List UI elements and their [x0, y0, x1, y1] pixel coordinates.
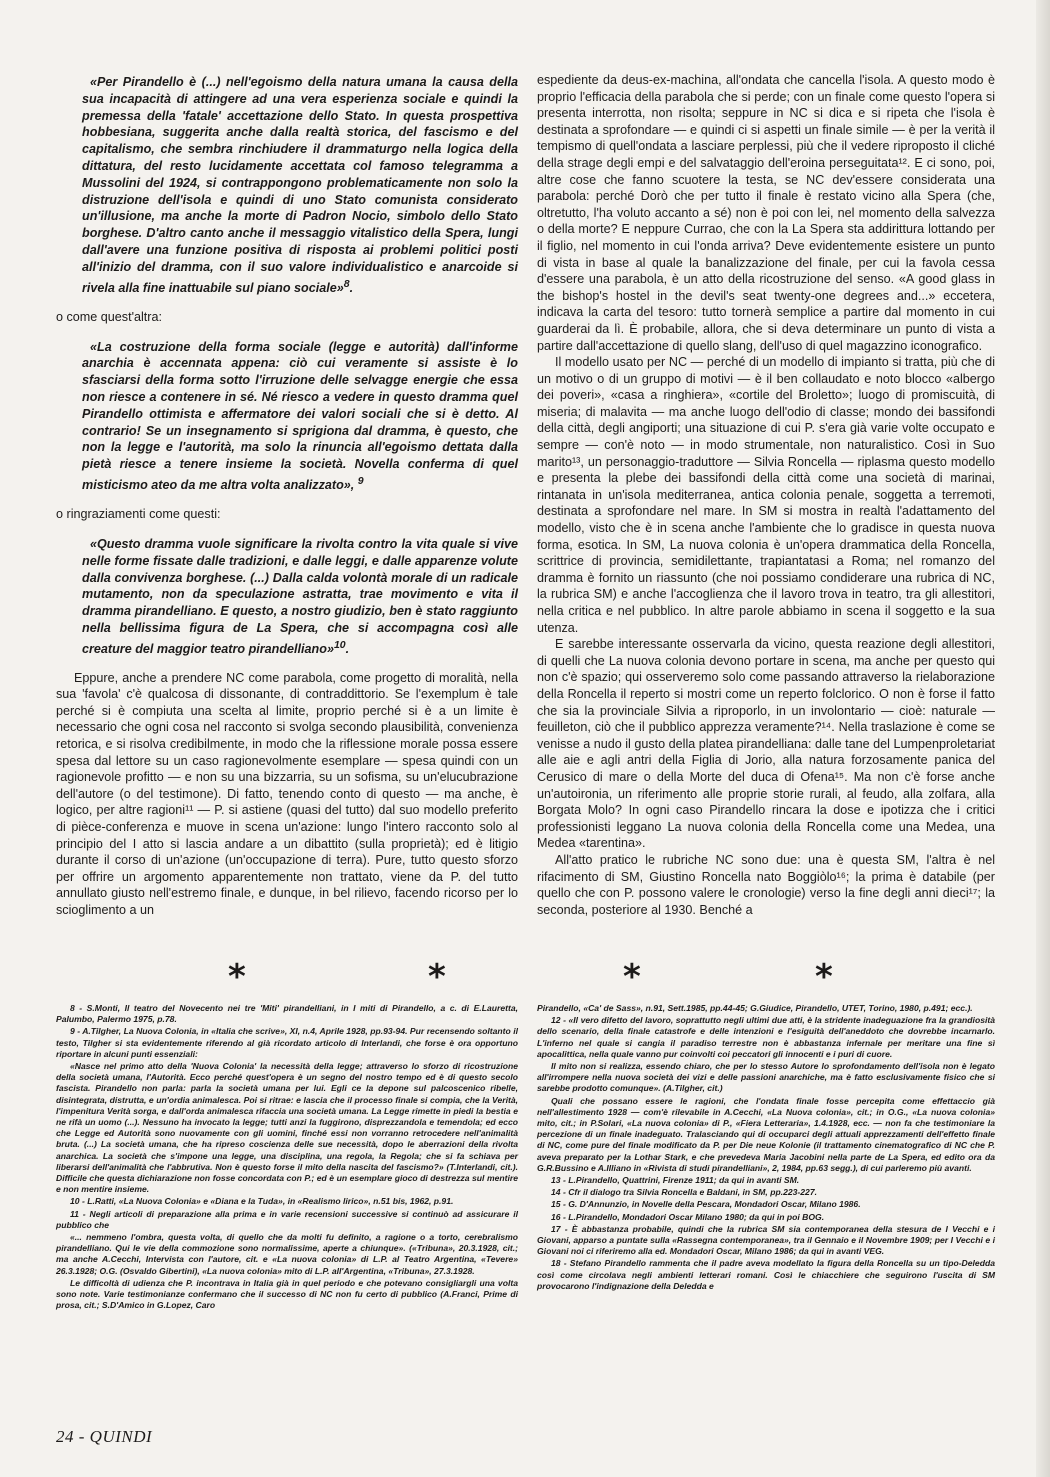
- page-edge-shadow: [1036, 0, 1050, 1477]
- footnote: Quali che possano essere le ragioni, che l'ondata finale fosse percepita come effettaccio già nell'allestimento 1928 — com'è rilevabile in A.Cecchi, «La Nuova colonia», cit.; in O.G., «La nuova colonia» mito, cit.; in P.Solari, «La nuova colonia» di P., «Fiera Letteraria», 1.4.1928, ecc. — non fa che testimoniare la percezione di un finale inadeguato. Tralasciando qui di occuparci degli attuali apprezzamenti dell'effetto finale di NC, come pure del finale modificato da P. per Die neue Kolonie (il trattamento cinematografico di NC che P. aveva preparato per la Lothar Stark, e che prevedeva Maria Jacobini nella parte de La Spera, ed edito ora da G.R.Bussino e A.Illiano in «Rivista di studi pirandelliani», 2, 1984, pp.63 segg.), di cui parleremo più avanti.: [537, 1095, 995, 1173]
- footnote: 15 - G. D'Annunzio, in Novelle della Pescara, Mondadori Oscar, Milano 1986.: [551, 1199, 861, 1210]
- footnotes-right: [537, 1003, 995, 1293]
- body-paragraph: Eppure, anche a prendere NC come parabola, come progetto di moralità, nella sua 'favola' c'è qualcosa di dissonante, di contraddittorio. Se l'exemplum è tale perché si è compiuta una scelta al limite, proprio perché si è a un limite è necessario che ogni cosa nel racconto si svolga secondo plausibilità, convenienza retorica, e si risolva credibilmente, in modo che la riflessione morale possa essere spesa dal lettore su un caso ragionevolmente esemplare — spesa quindi con un ragionevole profitto — e non su una bizzarria, su un sofisma, su un'elucubrazione dell'autore (o del testimone). Di fatto, tenendo conto di questo — ma anche, è logico, per altre ragioni¹¹ — P. si astiene (quasi del tutto) dal suo modello preferito di pièce-conferenza e muove in scena un'azione: lungo l'intero racconto solo al principio del I atto si lascia andare a un dibattito (sulla proprietà); ed è litigio durante il corso di un'azione (un'occupazione di terra). Pure, tutto questo sforzo per offrire un argomento apparentemente non trattato, viene da P. del tutto annullato giusto nell'estremo finale, e dunque, in bel rilievo, facendo ricorso per lo scioglimento a un: [56, 670, 518, 917]
- body-paragraph: espediente da deus-ex-machina, all'ondata che cancella l'isola. A questo modo è proprio l'efficacia della parabola che si perde; con un finale come questo l'opera si presenta interrotta, non risolta; seppure in NC si dica e si ripeta che l'isola è destinata a sprofondare — e quindi ci si aspetti un finale simile — è per la verità il tempismo di quell'ondata a lasciare perplessi, più che il vedere riproposto il cliché della strage degli empi e del salvataggio dell'eroina perseguitata¹². E ci sono, poi, altre cose che fanno scuotere la testa, se NC dev'essere considerata una parabola: perché Dorò che per tutto il finale è restato vicino alla Spera (che, oltretutto, l'ha voluto accanto a sé) non è poi con lei, nel momento della salvezza o della morte? E neppure Currao, che con la La Spera sta addirittura lottando per il figlio, nel momento in cui l'onda arriva? Deve evidentemente esistere un punto di vista in base al quale la banalizzazione del finale, per cui la favola cessa d'essere una parabola, è un atto della ricostruzione del senso. «A good glass in the bishop's hostel in the devil's seat twenty-one degrees and...» eccetera, indicava la carta del tesoro: tutto tornerà semplice a partire dal momento in cui guarderai da lì. È probabile, allora, che si deva determinare un punto di vista a partire dall'accettazione di quello slang, dell'uso di quel magazzino iconografico.: [537, 73, 995, 353]
- right-column: [537, 72, 995, 918]
- footnote: Le difficoltà di udienza che P. incontrava in Italia già in quel periodo e che potevano consigliargli una volta sono note. Varie testimonianze confermano che il successo di NC non fu certo di pubblico (A.Franci, Prime di prosa, cit.; S.D'Amico in G.Lopez, Caro: [56, 1277, 518, 1311]
- quote-block-1: «Per Pirandello è (...) nell'egoismo della natura umana la causa della sua incapacità di attingere ad una vera esperienza sociale e quindi la premessa della 'fatale' accettazione dello Stato. In questa prospettiva hobbesiana, suggerita anche dalla realtà storica, del fascismo e del capitalismo, che sembra rinchiudere il drammaturgo nella logica della dittatura, del resto lucidamente accettata col famoso telegramma a Mussolini del 1924, si contrappongono problematicamente non solo la distruzione dell'isola e quindi di uno Stato comunista considerato un'illusione, ma anche la morte di Padron Nocio, simbolo dello Stato borghese. D'altro canto anche il messaggio vitalistico della Spera, lungi dall'avere una funzione positiva di risposta ai problemi politici posti all'inizio del dramma, con il suo valore individualistico e anarcoide si rivela alla fine inattuabile sul piano sociale»$^8$.: [82, 75, 518, 295]
- footnote: 18 - Stefano Pirandello rammenta che il padre aveva modellato la figura della Roncella su un tipo-Deledda così come circolava negli ambienti letterari romani. Così le chiacchiere che seguirono l'uscita di SM provocarono l'indignazione della Deledda e: [537, 1258, 995, 1291]
- footnote: 10 - L.Ratti, «La Nuova Colonia» e «Diana e la Tuda», in «Realismo lirico», n.51 bis, 1962, p.91.: [70, 1196, 454, 1207]
- page-footer: 24 - QUINDI: [56, 1427, 153, 1446]
- footnote: 11 - Negli articoli di preparazione alla prima e in varie recensioni successive si continuò ad assicurare il pubblico che: [56, 1208, 518, 1230]
- connector-text-2: o ringraziamenti come questi:: [56, 506, 221, 521]
- footnote: 17 - È abbastanza probabile, quindi che la rubrica SM sia contemporanea della stesura de I Vecchi e i Giovani, apparso a puntate sulla «Rassegna contemporanea», tra il Gennaio e il Novembre 1909; per I Vecchi e i Giovani noi ci riferiremo alla ed. Mondadori Oscar, Milano 1986; da qui in avanti VEG.: [537, 1223, 995, 1257]
- body-paragraph: All'atto pratico le rubriche NC sono due: una è questa SM, l'altra è nel rifacimento di SM, Giustino Roncella nato Boggiòlo¹⁶; la prima è databile (per quello che con P. possono valere le cronologie) verso la fine degli anni dieci¹⁷; la seconda, posteriore al 1930. Benché a: [537, 852, 995, 917]
- footnote: 9 - A.Tilgher, La Nuova Colonia, in «Italia che scrive», XI, n.4, Aprile 1928, pp.93-94. Pur recensendo soltanto il testo, Tilgher si sta evidentemente riferendo al già ricordato articolo di Interlandi, che forse è ora opportuno riportare in alcuni punti essenziali:: [56, 1026, 518, 1059]
- footnote: 13 - L.Pirandello, Quattrini, Firenze 1911; da qui in avanti SM.: [551, 1175, 800, 1186]
- asterisk-separator: *: [623, 957, 641, 997]
- footnote: Il mito non si realizza, essendo chiaro, che per lo stesso Autore lo sprofondamento dell'isola non è legato all'irrompere nella nuova società dei vizi e delle passioni anarchiche, ma è fatto esclusivamente fisico che si sarebbe prodotto comunque». (A.Tilgher, cit.): [537, 1061, 995, 1094]
- footnote: 14 - Cfr il dialogo tra Silvia Roncella e Baldani, in SM, pp.223-227.: [551, 1187, 818, 1198]
- magazine-title: QUINDI: [89, 1427, 153, 1446]
- quote-block-2: «La costruzione della forma sociale (legge e autorità) dall'informe anarchia è accennata appena: ciò cui veramente si assiste è lo sfasciarsi della forma sotto l'irruzione delle selvagge energie che essa non riesce a contenere in sé. Né riesco a vedere in questo dramma quel Pirandello ottimista e affermatore dei valori sociali che si è detto. Al contrario! Se un insegnamento si sprigiona dal dramma, è questo, che non la legge e l'autorità, ma solo la rinuncia all'egoismo dettata dalla pietà riesce a tenere insieme la società. Novella conferma di quel misticismo ateo da me altra volta analizzato», $^9$: [82, 339, 518, 493]
- footnotes-left: [56, 1003, 518, 1312]
- footnote: Pirandello, «Ca' de Sass», n.91, Sett.1985, pp.44-45; G.Giudice, Pirandello, UTET, Torino, 1980, p.491; ecc.).: [537, 1003, 973, 1013]
- asterisk-separator: *: [428, 957, 446, 997]
- asterisk-separator: *: [815, 957, 833, 997]
- quote-block-3: «Questo dramma vuole significare la rivolta contro la vita quale si vive nelle forme fissate dalle tradizioni, e dalle leggi, e dalle apparenze volute dalla convivenza borghese. (...) Dalla calda volontà morale di un radicale mutamento, non da speculazione astratta, trae movimento e vita il dramma pirandelliano. E questo, a nostro giudizio, ben è stato raggiunto nella bellissima figura de La Spera, che si accompagna così alle creature del maggior teatro pirandelliano»$^{10}$.: [82, 536, 518, 656]
- connector-text-1: o come quest'altra:: [56, 309, 163, 324]
- footnote: «... nemmeno l'ombra, questa volta, di quello che da molti fu definito, a ragione o a torto, cerebralismo pirandelliano. Qui le vie della commozione sono normalissime, aperte a chiunque». («Tribuna», 20.3.1928, cit.; ma anche A.Cecchi, Intervista con l'autore, cit. e «La nuova colonia» di L.P. al Teatro Argentina, «Tevere» 26.3.1928; O.G. (Osvaldo Gibertini), «La nuova colonia» mito di L.P. all'Argentina, «Tribuna», 27.3.1928.: [56, 1232, 518, 1276]
- page-number: 24: [56, 1427, 74, 1446]
- footnote: 16 - L.Pirandello, Mondadori Oscar Milano 1980; da qui in poi BOG.: [551, 1211, 825, 1222]
- left-column: [56, 74, 518, 919]
- footnote: 12 - «Il vero difetto del lavoro, soprattutto negli ultimi due atti, è la stridente inadeguazione fra la grandiosità dello scenario, della finale catastrofe e delle intenzioni e l'esiguità dell'aneddoto che dovrebbe incarnarlo. L'inferno nel quale si cangia il paradiso terrestre non è abbastanza infernale per meritare una fine sì apocalittica, nella quale vanno pur coinvolti coi peccatori gli innocenti e i puri di cuore.: [537, 1015, 995, 1059]
- body-paragraph: Il modello usato per NC — perché di un modello di impianto si tratta, più che di un motivo o di un gruppo di motivi — è il ben collaudato e noto blocco «albergo dei poveri», «casa a ringhiera», «cortile del Broletto»; luogo di promiscuità, di miseria; di malavita — ma anche luogo dell'odio di classe; mondo dei bassifondi della città, degli angiporti; una situazione di cui P. s'era già varie volte occupato e sempre — con'è noto — in modo strumentale, non naturalistico. Così in Suo marito¹³, un personaggio-traduttore — Silvia Roncella — riplasma questo modello e presenta la plebe dei bassifondi della città come una società di marinai, rintanata in un'isola mediterranea, antica colonia penale, soggetta a terremoti, destinata a sprofondare nel mare. In SM si mostra in realtà l'adattamento del modello, visto che è in scena anche l'ambiente che lo gradisce in questa nuova forma, esotica. In SM, La nuova colonia è un'opera drammatica della Roncella, scrittrice di provincia, semidilettante, trapiantatasi a Roma; nel romanzo del dramma è fornito un riassunto (che noi possiamo condiderare una rubrica di NC, la rubrica SM) e anche l'accoglienza che il lavoro trova in teatro, tra gli allestitori, nella critica e nel pubblico. In altre parole abbiamo in scena il soggetto e la sua utenza.: [537, 355, 995, 635]
- footnote: 8 - S.Monti, Il teatro del Novecento nei tre 'Miti' pirandelliani, in I miti di Pirandello, a c. di E.Lauretta, Palumbo, Palermo 1975, p.78.: [56, 1003, 518, 1025]
- asterisk-separator: *: [228, 957, 246, 997]
- footnote: «Nasce nel primo atto della 'Nuova Colonia' la necessità della legge; attraverso lo sforzo di ricostruzione della società umana, l'Autorità. Ecco perché quest'opera è un segno del nostro tempo ed è di questo secolo fascista. Pirandello non parla: parla la società umana per lui. Egli ce la depone sul palcoscenico ribelle, disintegrata, distrutta, e un'ordia animalesca. Poi si ritrae: e lascia che il processo finale si compia, che la Verità, l'impenitura Verità sorga, e dall'orda animalesca rifaccia una società umana. La Legge rimette in piedi la bestia e ne rifà un uomo (...). Nessuno ha invocato la legge; tutti anzi la fuggirono, disprezzandola e temendola; ed ecco che Legge ed Autorità sono nuovamente con gli uomini, finché essi non vorranno retrocedere nell'animalità bruta. (...) La società umana, che ha ripreso coscienza delle sue necessità, dopo le aberrazioni della rivolta anarchica. La società che s'impone una legge, una disciplina, una regola, la Regola; che si fa schiava per liberarsi dell'animalità che l'abbrutiva. Non è questo forse il mito della nascita del fascismo?» (T.Interlandi, cit.). Difficile che questa dichiarazione non fosse concordata con P.; ed è un esemplare gioco di destrezza sul mentire e non mentire insieme.: [56, 1061, 518, 1195]
- body-paragraph: E sarebbe interessante osservarla da vicino, questa reazione degli allestitori, di quelli che La nuova colonia devono portare in scena, ma anche per questo qui non c'è spazio; qui osserveremo solo come passando attraverso la rielaborazione della Roncella il reperto si mostri come un reperto folclorico. O non è forse il fatto che sia la provinciale Silvia a riproporlo, in un involontario — cioè: naturale — feuilleton, ciò che il pubblico apprezza veramente?¹⁴. Nella traslazione è come se venisse a nudo il gusto della platea pirandelliana: dalle tane del Lumpenproletariat alle aie e agli antri della Figlia di Jorio, alla natura forzosamente panica del Cerusico di mare o della Morte del duca di Ofena¹⁵. Ma non c'è forse anche un'autoironia, un riferimento alle proprie storie rurali, al feudo, alla zolfara, alla Borgata Molo? In ogni caso Pirandello rincara la dose e ipotizza che i critici professionisti leggano La nuova colonia della Roncella come una Medea, una Medea «tarentina».: [537, 637, 995, 851]
